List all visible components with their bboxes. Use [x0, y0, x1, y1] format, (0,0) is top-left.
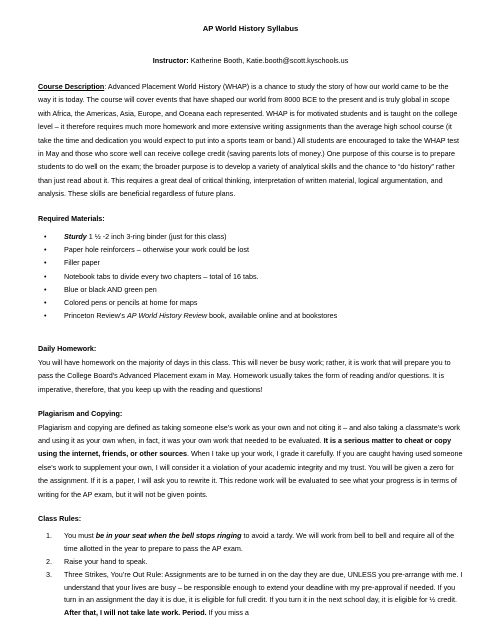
course-description: [38, 80, 463, 201]
plagiarism-text-part: . When I take up your work, I grade it carefully. If you are caught having used someone else’s work to supplement your own, I will consider it a violation of your academic integrity and my trust. You will be given a zero for the assignment. If it is a paper, I will ask you to rewrite it. This redone work will be evaluated to see what your progress is in terms of writing for the AP exam, but it will not be given points.: [38, 449, 463, 499]
material-text: Colored pens or pencils at home for maps: [64, 298, 198, 308]
bullet-icon: •: [44, 284, 47, 294]
daily-homework-heading: Daily Homework:: [38, 344, 97, 354]
list-item: [38, 243, 463, 256]
instructor-line: [38, 55, 463, 66]
rule-text: to avoid a tardy. We will work from bell to bell and require all of the time allotted in the year to prepare to pass the AP exam.: [64, 531, 455, 554]
rule-text: Raise your hand to speak.: [64, 556, 148, 566]
plagiarism-heading: Plagiarism and Copying:: [38, 409, 123, 419]
plagiarism-text-part: Plagiarism and copying are defined as taking someone else’s work as your own and not citing it – and also taking a classmate’s work and using it as your own when, in fact, it was your own work that needed to be evaluated.: [38, 422, 461, 445]
document-body: [38, 22, 463, 620]
rule-text: Three Strikes, You’re Out Rule: Assignments are to be turned in on the day they are due, UNLESS you pre-arrange with me. I understand that your lives are busy – be responsible enough to extend your deadline with my pre-approval if needed. If you turn in an assignment the day it is due, it is eligible for full credit. If you turn it in the next school day, it is eligible for ½ credit.: [64, 569, 463, 605]
bullet-icon: •: [44, 245, 47, 255]
course-description-label: Course Description: [38, 82, 105, 91]
rule-number: 2.: [46, 556, 52, 566]
list-item: [38, 296, 463, 309]
course-description-text: : Advanced Placement World History (WHAP) is a chance to study the story of how our world came to be the way it is today. The course will cover events that have shaped our world from 8000 BCE to the present and is truly global in scope with Africa, the Americas, Asia, Europe, and Oceana each represented. WHAP is for motivated students and is taught on the college level – it therefore requires much more homework and more extensive writing assignments than the average high school course (it take the time and dedication you would expect to put into a sports team or band.) All students are encouraged to take the WHAP test in May and those who score well can receive college credit (saving parents lots of money.) One purpose of this course is to prepare students to do well on the exam; the broader purpose is to develop a variety of analytical skills and the chance to “do history” rather than just read about it. This requires a great deal of critical thinking, interpretation of written material, logical argumentation, and analysis. These skills are beneficial regardless of future plans.: [38, 82, 459, 199]
bullet-icon: •: [44, 311, 47, 321]
material-book-title: AP World History Review: [127, 311, 208, 321]
list-item: [38, 230, 463, 243]
list-item: [38, 530, 463, 556]
bullet-icon: •: [44, 298, 47, 308]
required-materials-list: [38, 230, 463, 322]
instructor-value: Katherine Booth, Katie.booth@scott.kyschools.us: [190, 56, 349, 65]
material-text: Notebook tabs to divide every two chapters – total of 16 tabs.: [64, 271, 259, 281]
material-text: Filler paper: [64, 258, 100, 268]
material-text: Blue or black AND green pen: [64, 284, 157, 294]
list-item: [38, 283, 463, 296]
list-item: [38, 569, 463, 620]
list-item: [38, 556, 463, 569]
list-item: [38, 309, 463, 322]
rule-text: If you miss a: [206, 608, 249, 618]
required-materials-heading: Required Materials:: [38, 213, 105, 223]
plagiarism-text: [38, 421, 463, 501]
rule-number: 3.: [46, 569, 52, 579]
rule-text: You must: [64, 531, 96, 541]
list-item: [38, 256, 463, 269]
rule-number: 1.: [46, 531, 52, 541]
bullet-icon: •: [44, 258, 47, 268]
class-rules-heading: Class Rules:: [38, 513, 82, 523]
instructor-label: Instructor:: [152, 56, 189, 65]
document-title: AP World History Syllabus: [202, 24, 299, 33]
material-text: Princeton Review’s: [64, 311, 127, 321]
material-text: 1 ½ -2 inch 3-ring binder (just for this class): [86, 232, 227, 242]
daily-homework-text: You will have homework on the majority of days in this class. This will never be busy work; rather, it is work that will prepare you to pass the College Board’s Advanced Placement exam in May. Homework usually takes the form of reading and/or questions. It is imperative, therefore, that you keep up with the reading and questions!: [38, 357, 451, 394]
list-item: [38, 270, 463, 283]
rule-emphasis: be in your seat when the bell stops ringing: [95, 531, 242, 541]
plagiarism-warning: It is a serious matter to cheat or copy using the internet, friends, or other sources: [38, 435, 452, 459]
bullet-icon: •: [44, 271, 47, 281]
material-emphasis: Sturdy: [64, 232, 87, 242]
material-text: Paper hole reinforcers – otherwise your work could be lost: [64, 245, 249, 255]
class-rules-list: [38, 530, 463, 620]
rule-emphasis: After that, I will not take late work. Period.: [64, 608, 207, 618]
material-text: book, available online and at bookstores: [207, 311, 338, 321]
bullet-icon: •: [44, 232, 47, 242]
